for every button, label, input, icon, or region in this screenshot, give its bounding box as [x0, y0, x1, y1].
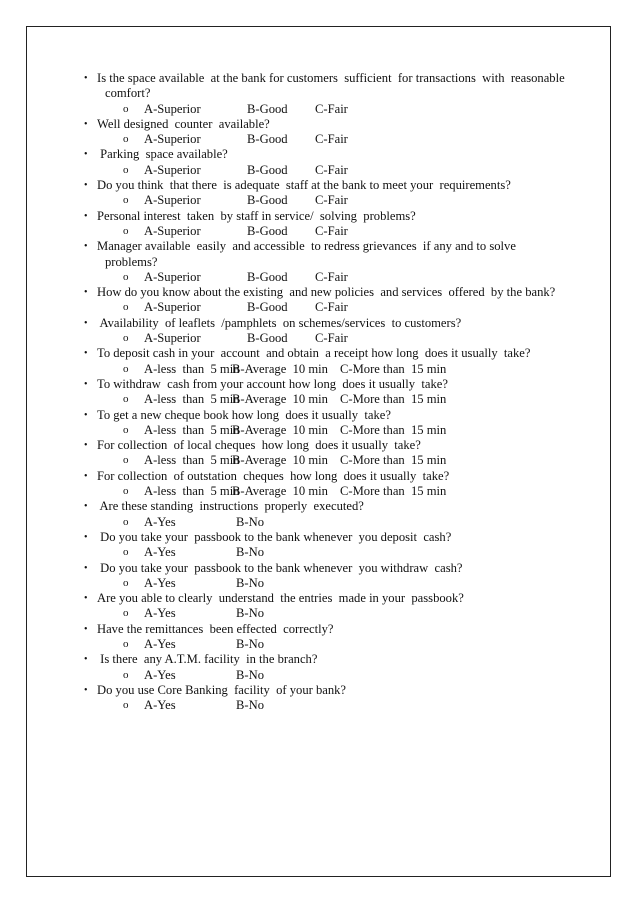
answer-option: A-Yes: [144, 514, 176, 529]
bullet-icon: •: [84, 593, 88, 605]
question-text-continuation: problems?: [105, 254, 158, 269]
answer-option: A-Superior: [144, 223, 201, 238]
answer-option: C-Fair: [315, 331, 348, 346]
answer-option: B-Good: [247, 193, 288, 208]
bullet-icon: •: [84, 501, 88, 513]
answer-options: [84, 637, 574, 652]
sub-bullet-icon: o: [123, 423, 129, 436]
answer-options: [84, 545, 574, 560]
question-item: [84, 71, 574, 117]
sub-bullet-icon: o: [123, 515, 129, 528]
bullet-icon: •: [84, 317, 88, 329]
question-text: Manager available easily and accessible to redress grievances if any and to solve: [97, 239, 516, 254]
answer-option: B-Good: [247, 101, 288, 116]
bullet-icon: •: [84, 241, 88, 253]
answer-option: C-More than 15 min: [340, 392, 447, 407]
question-text: Is the space available at the bank for customers sufficient for transactions with reasonable: [97, 71, 565, 85]
question-text: Do you take your passbook to the bank whenever you deposit cash?: [97, 529, 452, 544]
answer-option: B-No: [236, 575, 264, 590]
answer-option: B-Good: [247, 331, 288, 346]
answer-options: [84, 132, 574, 147]
answer-options: [84, 270, 574, 285]
sub-bullet-icon: o: [123, 224, 129, 237]
bullet-icon: •: [84, 562, 88, 574]
bullet-icon: •: [84, 73, 88, 84]
question-item: [84, 438, 574, 469]
sub-bullet-icon: o: [123, 301, 129, 314]
question-item: [84, 499, 574, 530]
answer-option: B-Good: [247, 132, 288, 147]
question-item: [84, 622, 574, 653]
answer-option: A-Yes: [144, 667, 176, 682]
question-text: How do you know about the existing and new policies and services offered by the bank?: [97, 285, 556, 300]
bullet-icon: •: [84, 654, 88, 666]
question-item: [84, 285, 574, 316]
question-item: [84, 652, 574, 683]
answer-option: B-Good: [247, 162, 288, 177]
answer-options: [84, 362, 574, 377]
question-text: Parking space available?: [97, 147, 228, 162]
bullet-icon: •: [84, 531, 88, 543]
answer-option: A-Yes: [144, 698, 176, 713]
bullet-icon: •: [84, 684, 88, 696]
answer-option: A-Superior: [144, 331, 201, 346]
bullet-icon: •: [84, 623, 88, 635]
answer-option: B-No: [236, 667, 264, 682]
question-item: [84, 117, 574, 148]
question-text: Are these standing instructions properly executed?: [97, 499, 364, 514]
sub-bullet-icon: o: [123, 546, 129, 559]
answer-option: C-More than 15 min: [340, 422, 447, 437]
answer-options: [84, 515, 574, 530]
question-item: [84, 561, 574, 592]
question-text: Availability of leaflets /pamphlets on schemes/services to customers?: [97, 315, 462, 330]
question-text: Is there any A.T.M. facility in the branch?: [97, 652, 318, 667]
question-text: To get a new cheque book how long does it usually take?: [97, 407, 391, 422]
answer-options: [84, 102, 574, 117]
answer-options: [84, 193, 574, 208]
sub-bullet-icon: o: [123, 393, 129, 406]
answer-option: A-less than 5 min: [144, 453, 240, 468]
answer-option: A-less than 5 min: [144, 392, 240, 407]
sub-bullet-icon: o: [123, 576, 129, 589]
answer-option: C-Fair: [315, 132, 348, 147]
answer-option: C-Fair: [315, 223, 348, 238]
question-text: Do you think that there is adequate staff at the bank to meet your requirements?: [97, 178, 511, 193]
question-text: To deposit cash in your account and obtain a receipt how long does it usually take?: [97, 346, 531, 361]
question-item: [84, 377, 574, 408]
answer-option: C-Fair: [315, 162, 348, 177]
bullet-icon: •: [84, 348, 88, 360]
answer-option: C-More than 15 min: [340, 361, 447, 376]
questionnaire-list: [84, 71, 574, 713]
answer-option: B-Average 10 min: [232, 392, 328, 407]
answer-options: [84, 163, 574, 178]
question-item: [84, 408, 574, 439]
sub-bullet-icon: o: [123, 668, 129, 681]
sub-bullet-icon: o: [123, 699, 129, 712]
sub-bullet-icon: o: [123, 454, 129, 467]
question-text: Have the remittances been effected correctly?: [97, 621, 334, 636]
bullet-icon: •: [84, 210, 88, 222]
answer-option: A-Superior: [144, 269, 201, 284]
bullet-icon: •: [84, 440, 88, 452]
answer-option: A-Yes: [144, 606, 176, 621]
question-text: Well designed counter available?: [97, 116, 270, 131]
question-item: [84, 346, 574, 377]
answer-options: [84, 453, 574, 468]
answer-option: B-Average 10 min: [232, 484, 328, 499]
answer-option: A-less than 5 min: [144, 422, 240, 437]
bullet-icon: •: [84, 378, 88, 390]
answer-option: B-Average 10 min: [232, 453, 328, 468]
sub-bullet-icon: o: [123, 637, 129, 650]
sub-bullet-icon: o: [123, 607, 129, 620]
answer-option: C-Fair: [315, 193, 348, 208]
answer-options: [84, 331, 574, 346]
sub-bullet-icon: o: [123, 270, 129, 283]
bullet-icon: •: [84, 470, 88, 482]
answer-option: A-Superior: [144, 132, 201, 147]
answer-option: B-Good: [247, 223, 288, 238]
answer-options: [84, 484, 574, 499]
question-item: [84, 683, 574, 714]
answer-option: B-Average 10 min: [232, 422, 328, 437]
answer-option: A-less than 5 min: [144, 484, 240, 499]
answer-option: A-Yes: [144, 545, 176, 560]
question-item: [84, 209, 574, 240]
answer-option: B-Average 10 min: [232, 361, 328, 376]
answer-option: A-Superior: [144, 193, 201, 208]
question-text: For collection of local cheques how long does it usually take?: [97, 438, 421, 453]
answer-option: B-Good: [247, 269, 288, 284]
answer-options: [84, 300, 574, 315]
answer-option: B-No: [236, 636, 264, 651]
answer-options: [84, 392, 574, 407]
question-text: To withdraw cash from your account how long does it usually take?: [97, 376, 448, 391]
answer-option: A-Superior: [144, 162, 201, 177]
answer-option: C-More than 15 min: [340, 453, 447, 468]
answer-options: [84, 224, 574, 239]
answer-option: B-No: [236, 606, 264, 621]
bullet-icon: •: [84, 149, 88, 161]
bullet-icon: •: [84, 180, 88, 192]
question-text-continuation: comfort?: [105, 86, 151, 101]
sub-bullet-icon: o: [123, 102, 129, 115]
answer-option: C-Fair: [315, 101, 348, 116]
question-text: Do you use Core Banking facility of your bank?: [97, 682, 347, 697]
sub-bullet-icon: o: [123, 362, 129, 375]
bullet-icon: •: [84, 287, 88, 299]
answer-option: A-Yes: [144, 575, 176, 590]
answer-option: A-less than 5 min: [144, 361, 240, 376]
sub-bullet-icon: o: [123, 163, 129, 176]
answer-option: B-No: [236, 514, 264, 529]
sub-bullet-icon: o: [123, 133, 129, 146]
answer-option: C-Fair: [315, 300, 348, 315]
answer-option: A-Superior: [144, 300, 201, 315]
question-item: [84, 530, 574, 561]
sub-bullet-icon: o: [123, 194, 129, 207]
question-text: Do you take your passbook to the bank whenever you withdraw cash?: [97, 560, 463, 575]
sub-bullet-icon: o: [123, 332, 129, 345]
sub-bullet-icon: o: [123, 485, 129, 498]
question-text: Personal interest taken by staff in service/ solving problems?: [97, 208, 416, 223]
question-item: [84, 239, 574, 285]
question-item: [84, 178, 574, 209]
answer-option: A-Yes: [144, 636, 176, 651]
question-item: [84, 469, 574, 500]
answer-options: [84, 606, 574, 621]
answer-option: B-No: [236, 545, 264, 560]
question-item: [84, 591, 574, 622]
question-text: For collection of outstation cheques how long does it usually take?: [97, 468, 450, 483]
answer-options: [84, 423, 574, 438]
answer-option: A-Superior: [144, 101, 201, 116]
question-item: [84, 147, 574, 178]
answer-options: [84, 698, 574, 713]
bullet-icon: •: [84, 118, 88, 130]
answer-options: [84, 576, 574, 591]
question-text: Are you able to clearly understand the entries made in your passbook?: [97, 591, 464, 606]
answer-option: C-More than 15 min: [340, 484, 447, 499]
question-item: [84, 316, 574, 347]
answer-option: B-Good: [247, 300, 288, 315]
bullet-icon: •: [84, 409, 88, 421]
answer-options: [84, 668, 574, 683]
answer-option: C-Fair: [315, 269, 348, 284]
answer-option: B-No: [236, 698, 264, 713]
